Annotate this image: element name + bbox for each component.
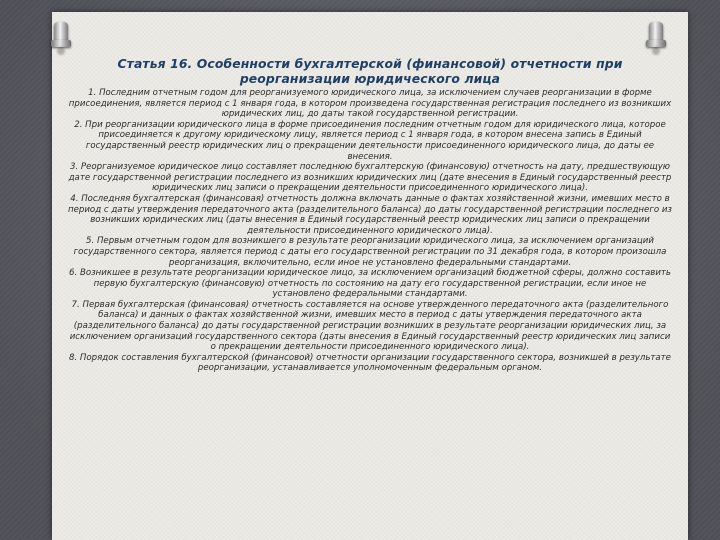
paragraph-3: 3. Реорганизуемое юридическое лицо составляет последнюю бухгалтерскую (финансовую) отчетность на дату, предшествующую дате государственной регистрации последнего из возникших юридических лиц (дате внесения в Единый государственный реестр юридических лиц записи о прекращении деятельности присоединенного юридического лица). bbox=[68, 162, 672, 194]
article-body bbox=[66, 88, 674, 374]
pushpin-right-icon bbox=[646, 22, 666, 56]
paragraph-5: 5. Первым отчетным годом для возникшего в результате реорганизации юридического лица, за исключением организаций государственного сектора, является период с даты его государственной регистрации по 31 декабря года, в котором произошла реорганизация, включительно, если иное не установлено федеральными стандартами. bbox=[73, 236, 667, 268]
pushpin-left-icon bbox=[51, 22, 71, 56]
paragraph-2: 2. При реорганизации юридического лица в форме присоединения последним отчетным годом для юридического лица, которое присоединяется к другому юридическому лицу, является период с 1 января года, в котором внесена запись в Единый государственный реестр юридических лиц о прекращении деятельности присоединенного юридического лица, до даты ее внесения. bbox=[74, 119, 666, 162]
paragraph-1: 1. Последним отчетным годом для реорганизуемого юридического лица, за исключением случаев реорганизации в форме присоединения, является период с 1 января года, в котором произведена государственная регистрация последнего из возникших юридических лиц, до даты такой государственной регистрации. bbox=[68, 88, 672, 120]
slide-title: Статья 16. Особенности бухгалтерской (финансовой) отчетности при реорганизации юридического лица bbox=[117, 56, 623, 86]
paragraph-4: 4. Последняя бухгалтерская (финансовая) отчетность должна включать данные о фактах хозяйственной жизни, имевших место в период с даты утверждения передаточного акта (разделительного баланса) до даты государственной регистрации последнего из возникших юридических лиц (даты внесения в Единый государственный реестр юридических лиц записи о прекращении деятельности присоединенного юридического лица). bbox=[67, 193, 673, 236]
paragraph-6: 6. Возникшее в результате реорганизации юридическое лицо, за исключением организаций бюджетной сферы, должно составить первую бухгалтерскую (финансовую) отчетность по состоянию на дату его государственной регистрации, если иное не установлено федеральными стандартами. bbox=[69, 268, 671, 300]
paragraph-7: 7. Первая бухгалтерская (финансовая) отчетность составляется на основе утвержденного передаточного акта (разделительного баланса) и данных о фактах хозяйственной жизни, имевших место в период с даты утверждения передаточного акта (разделительного баланса) до даты государственной регистрации возникших в результате реорганизации юридических лиц, за исключением организаций государственного сектора (даты внесения в Единый государственный реестр юридических лиц записи о прекращении деятельности присоединенного юридического лица). bbox=[69, 299, 671, 353]
paragraph-8: 8. Порядок составления бухгалтерской (финансовой) отчетности организации государственного сектора, возникшей в результате реорганизации, устанавливается уполномоченным федеральным органом. bbox=[69, 352, 671, 374]
